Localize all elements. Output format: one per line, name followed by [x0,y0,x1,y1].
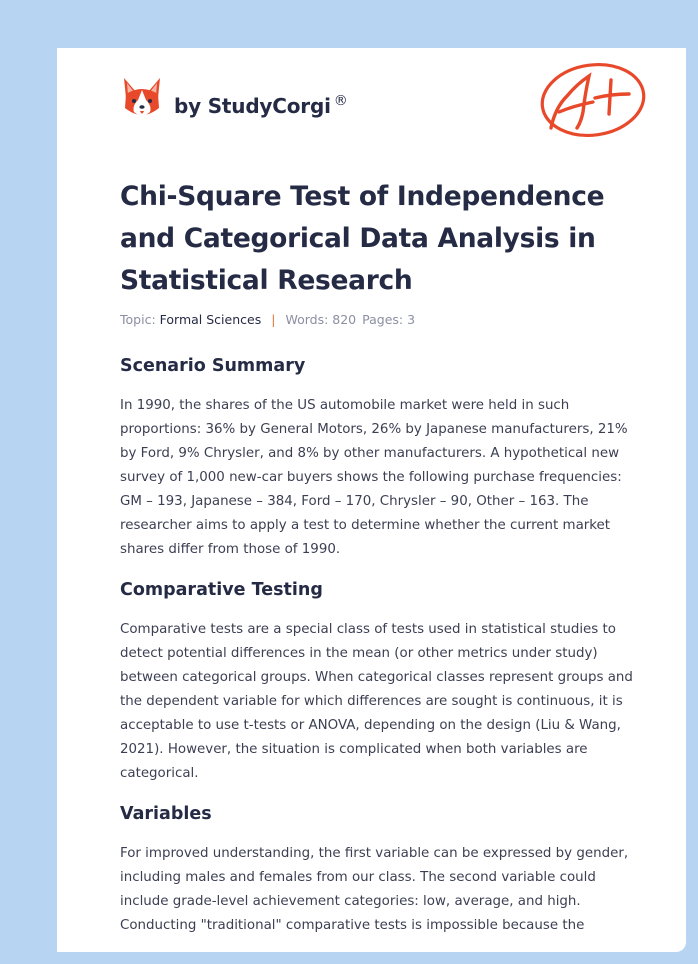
topic-link[interactable]: Formal Sciences [159,312,262,327]
brand-name [174,94,348,118]
a-plus-grade-icon [537,58,647,140]
document-title: Chi-Square Test of Independence and Categorical Data Analysis in Statistical Research [120,181,605,296]
document-meta [120,312,415,327]
section-heading: Scenario Summary [120,356,306,376]
section-heading: Comparative Testing [120,580,323,600]
brand-text: by StudyCorgi [174,94,331,118]
page-count: Pages: 3 [362,312,416,327]
section-heading: Variables [120,804,212,824]
section-paragraph: In 1990, the shares of the US automobile market were held in such proportions: 36% by General Motors, 26% by Japanese manufacturers, 21% by Ford, 9% Chrysler, and 8% by other manufacturers. A hypothetical new survey of 1,000 new-car buyers shows the following purchase frequencies: GM – 193, Japanese – 384, Ford – 170, Chrysler – 90, Other – 163. The researcher aims to apply a test to determine whether the current market shares differ from those of 1990. [120,398,628,557]
section-paragraph: Comparative tests are a special class of tests used in statistical studies to detect potential differences in the mean (or other metrics under study) between categorical groups. When categorical classes represent groups and the dependent variable for which differences are sought is continuous, it is acceptable to use t-tests or ANOVA, depending on the design (Liu & Wang, 2021). However, the situation is complicated when both variables are categorical. [120,622,633,781]
topic-label: Topic: [120,312,156,327]
section-paragraph: For improved understanding, the first variable can be expressed by gender, including males and females from our class. The second variable could include grade-level achievement categories: low, average, and high. Conducting "traditional" comparative tests is impossible because the [120,846,629,933]
document-card [57,48,686,952]
meta-separator: | [271,312,276,327]
corgi-logo-icon [122,76,162,122]
brand-header[interactable] [122,76,348,122]
registered-mark: ® [333,93,348,109]
word-count: Words: 820 [285,312,357,327]
document-body [120,354,635,952]
